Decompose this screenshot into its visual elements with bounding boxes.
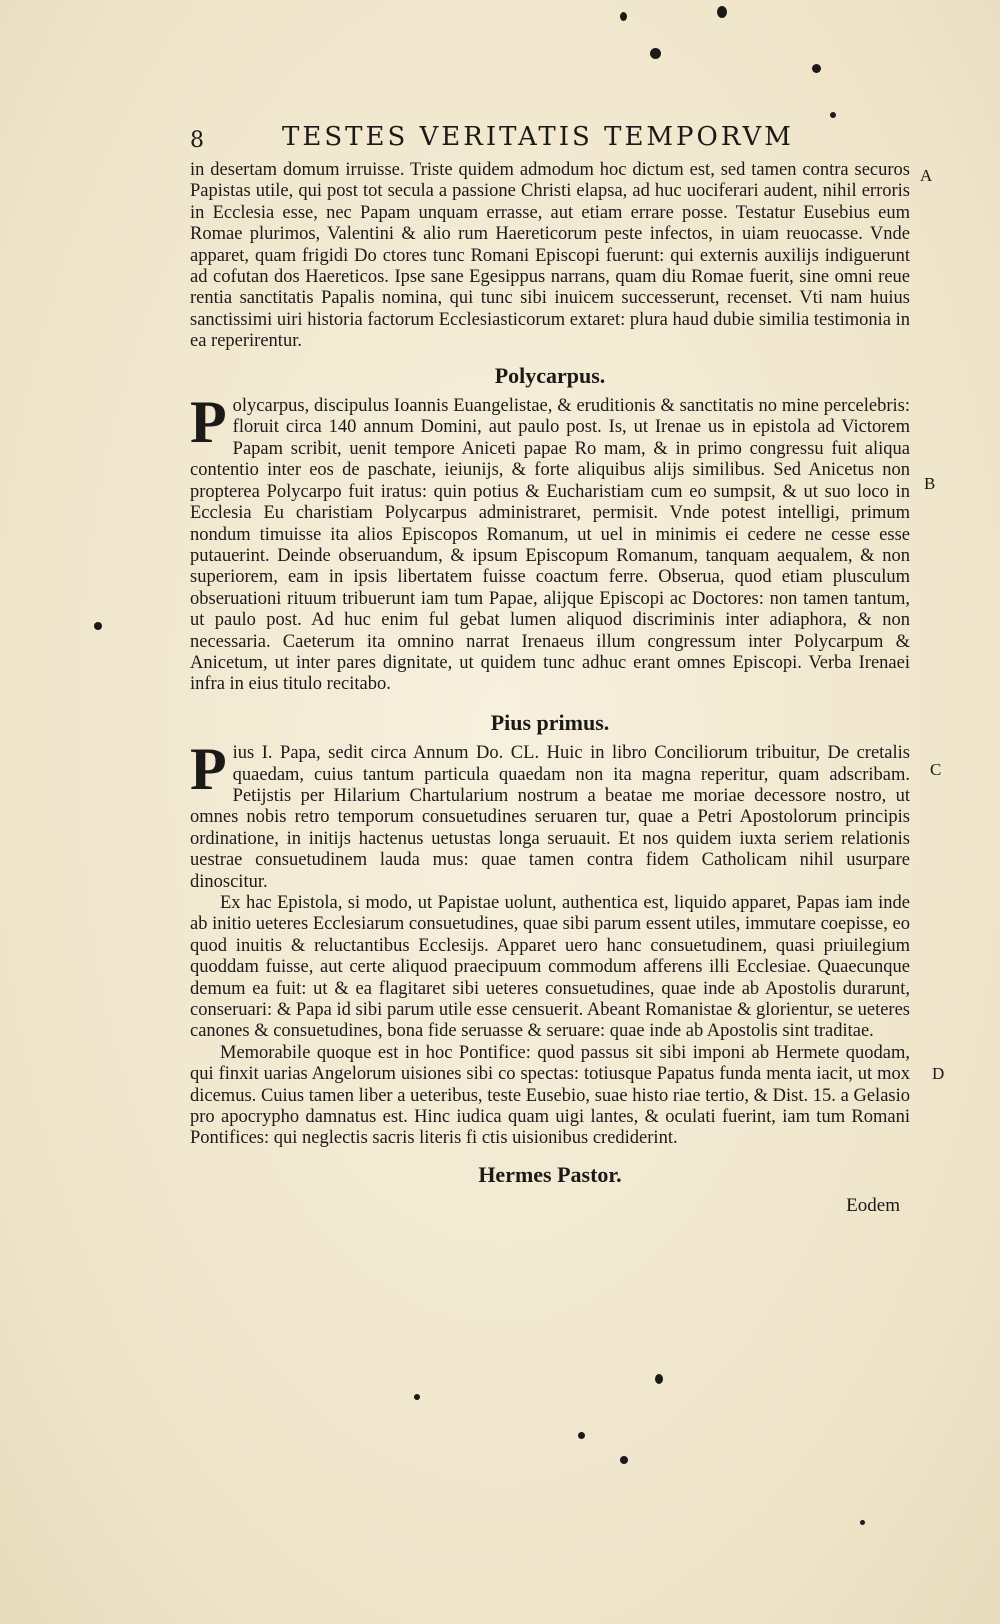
margin-letter-b: B [924,474,936,493]
ink-speck [94,622,102,630]
ink-speck [655,1374,663,1384]
ink-speck [620,12,627,21]
paragraph-pius-commentary: Ex hac Epistola, si modo, ut Papistae uolunt, authentica est, liquido apparet, Papas iam inde ab initio ueteres Ecclesiarum consuetudines, quae sibi parum essent utiles, immutare coepisse, eo quod inuitis & reluctantibus Ecclesijs. Apparet uero hanc consuetudinem, quasi priuilegium quoddam fuisse, aut certe aliquod praecipuum commodum afferens illi Ecclesiae. Quaecunque demum ea fuit: ut & ea flagitaret sibi ueteres consuetudines, quae inde ab Apostolis durarunt, conseruari: & Papa id sibi parum utile esse censuerit. Abeant Romanistae & glorientur, se ueteres canones & consuetudines, bona fide seruasse & seruare: quae inde ab Apostolis sint traditae. [190,893,910,1042]
page-number: 8 [190,128,204,153]
ink-speck [830,112,836,118]
margin-letter-d: D [932,1064,945,1083]
ink-speck [860,1520,865,1525]
margin-letter-c: C [930,760,942,779]
section-title-pius: Pius primus. [490,709,610,735]
ink-speck [812,64,821,73]
paragraph-pius-hermes: Memorabile quoque est in hoc Pontifice: quod passus sit sibi imponi ab Hermete quodam, qui finxit uarias Angelorum uisiones sibi co spectas: totiusque Papatus funda menta iacit, ut mox dicemus. Cuius tamen liber a ueteribus, teste Eusebio, suae histo riae tertio, & Dist. 15. a Gelasio pro apocrypho damnatus est. Hinc iudica quam uigi lantes, & oculati fuerint, iam tum Romani Pontifices: qui neglectis sacris literis fi ctis uisionibus crediderint. [190,1042,910,1149]
section-title-hermes: Hermes Pastor. [478,1161,622,1187]
paragraph-pius-decretal: Pius I. Papa, sedit circa Annum Do. CL. Huic in libro Conciliorum tribuitur, De cretalis quaedam, cuius tantum particula quaedam non ita magna reperitur, quam adscribam. Petijstis per Hilarium Chartularium nostrum a beatae me moriae decessore nostro, ut omnes nobis retro temporum consuetudines seruaren tur, quae a Petri Apostolorum principis ordinatione, in initijs hactenus uetustas longa seruauit. Et nos quidem iuxta seriem relationis uestrae consuetudinem lauda mus: quae tamen contra fidem Catholicam nihil usurpare dinoscitur. [190,736,910,892]
ink-speck [650,48,661,59]
paragraph-polycarpus: Polycarpus, discipulus Ioannis Euangelistae, & eruditionis & sanctitatis no mine percelebris: floruit circa 140 annum Domini, aut paulo post. Is, ut Irenae us in epistola ad Victorem Papam scribit, uenit tempore Aniceti papae Ro mam, & in primo congressu fuit aliqua contentio inter eos de paschate, ieiunijs, & forte aliquibus alijs similibus. Sed Anicetus non propterea Polycarpo fuit iratus: quin potius & Eucharistiam cum eo sumpsit, & ut suo loco in Ecclesia Eu charistiam Polycarpus administraret, permisit. Vnde potest intelligi, primum nondum timuisse ita alios Episcopos Romanum, ut uel in minimis ei cedere ne cesse esse putauerint. Deinde obseruandum, & ipsum Episcopum Romanum, tanquam aequalem, & non superiorem, eam in ipsis libertatem fuisse coactum ferre. Obserua, quod etiam plusculum obseruationi rituum tribuerunt iam tum Papae, alijque Episcopi ac Doctores: non tamen tantum, ut paulo post. Ad huc enim ful gebat lumen aliquod discriminis inter adiaphora, & non necessaria. Caeterum ita omnino narrat Irenaeus illum congressum inter Polycarpum & Anicetum, ut inter pares dignitate, ut quidem tunc adhuc erant omnes Episcopi. Verba Irenaei infra in eius titulo recitabo. [190,389,910,695]
ink-speck [578,1432,585,1439]
ink-speck [717,6,727,18]
page-header [190,122,810,156]
body-text [190,160,910,1217]
running-title: TESTES VERITATIS TEMPORVM [282,122,794,152]
ink-speck [620,1456,628,1464]
catchword: Eodem [846,1195,900,1217]
paragraph-opening: in desertam domum irruisse. Triste quidem admodum hoc dictum est, sed tamen contra securos Papistas utile, qui post tot secula a passione Christi elapsa, ad huc uociferari audent, nihil erroris in Ecclesia esse, nec Papam unquam errasse, aut etiam errare posse. Testatur Eusebius eum Romae plurimos, Valentini & alio rum Haereticorum peste infectos, in uiam reuocasse. Vnde apparet, quam frigidi Do ctores tunc Romani Episcopi fuerunt: qui externis auxilijs indiguerunt ad cofutan dos Haereticos. Ipse sane Egesippus narrans, quam diu Romae fuerit, sine omni reue rentia sanctitatis Papalis nomina, qui tunc sibi inuicem successerunt, recenset. Vti nam huius sanctissimi uiri historia factorum Ecclesiasticorum extaret: plura haud dubie similia testimonia in ea reperirentur. [190,160,910,352]
ink-speck [414,1394,420,1400]
margin-letter-a: A [920,166,933,185]
section-title-polycarpus: Polycarpus. [494,362,606,388]
